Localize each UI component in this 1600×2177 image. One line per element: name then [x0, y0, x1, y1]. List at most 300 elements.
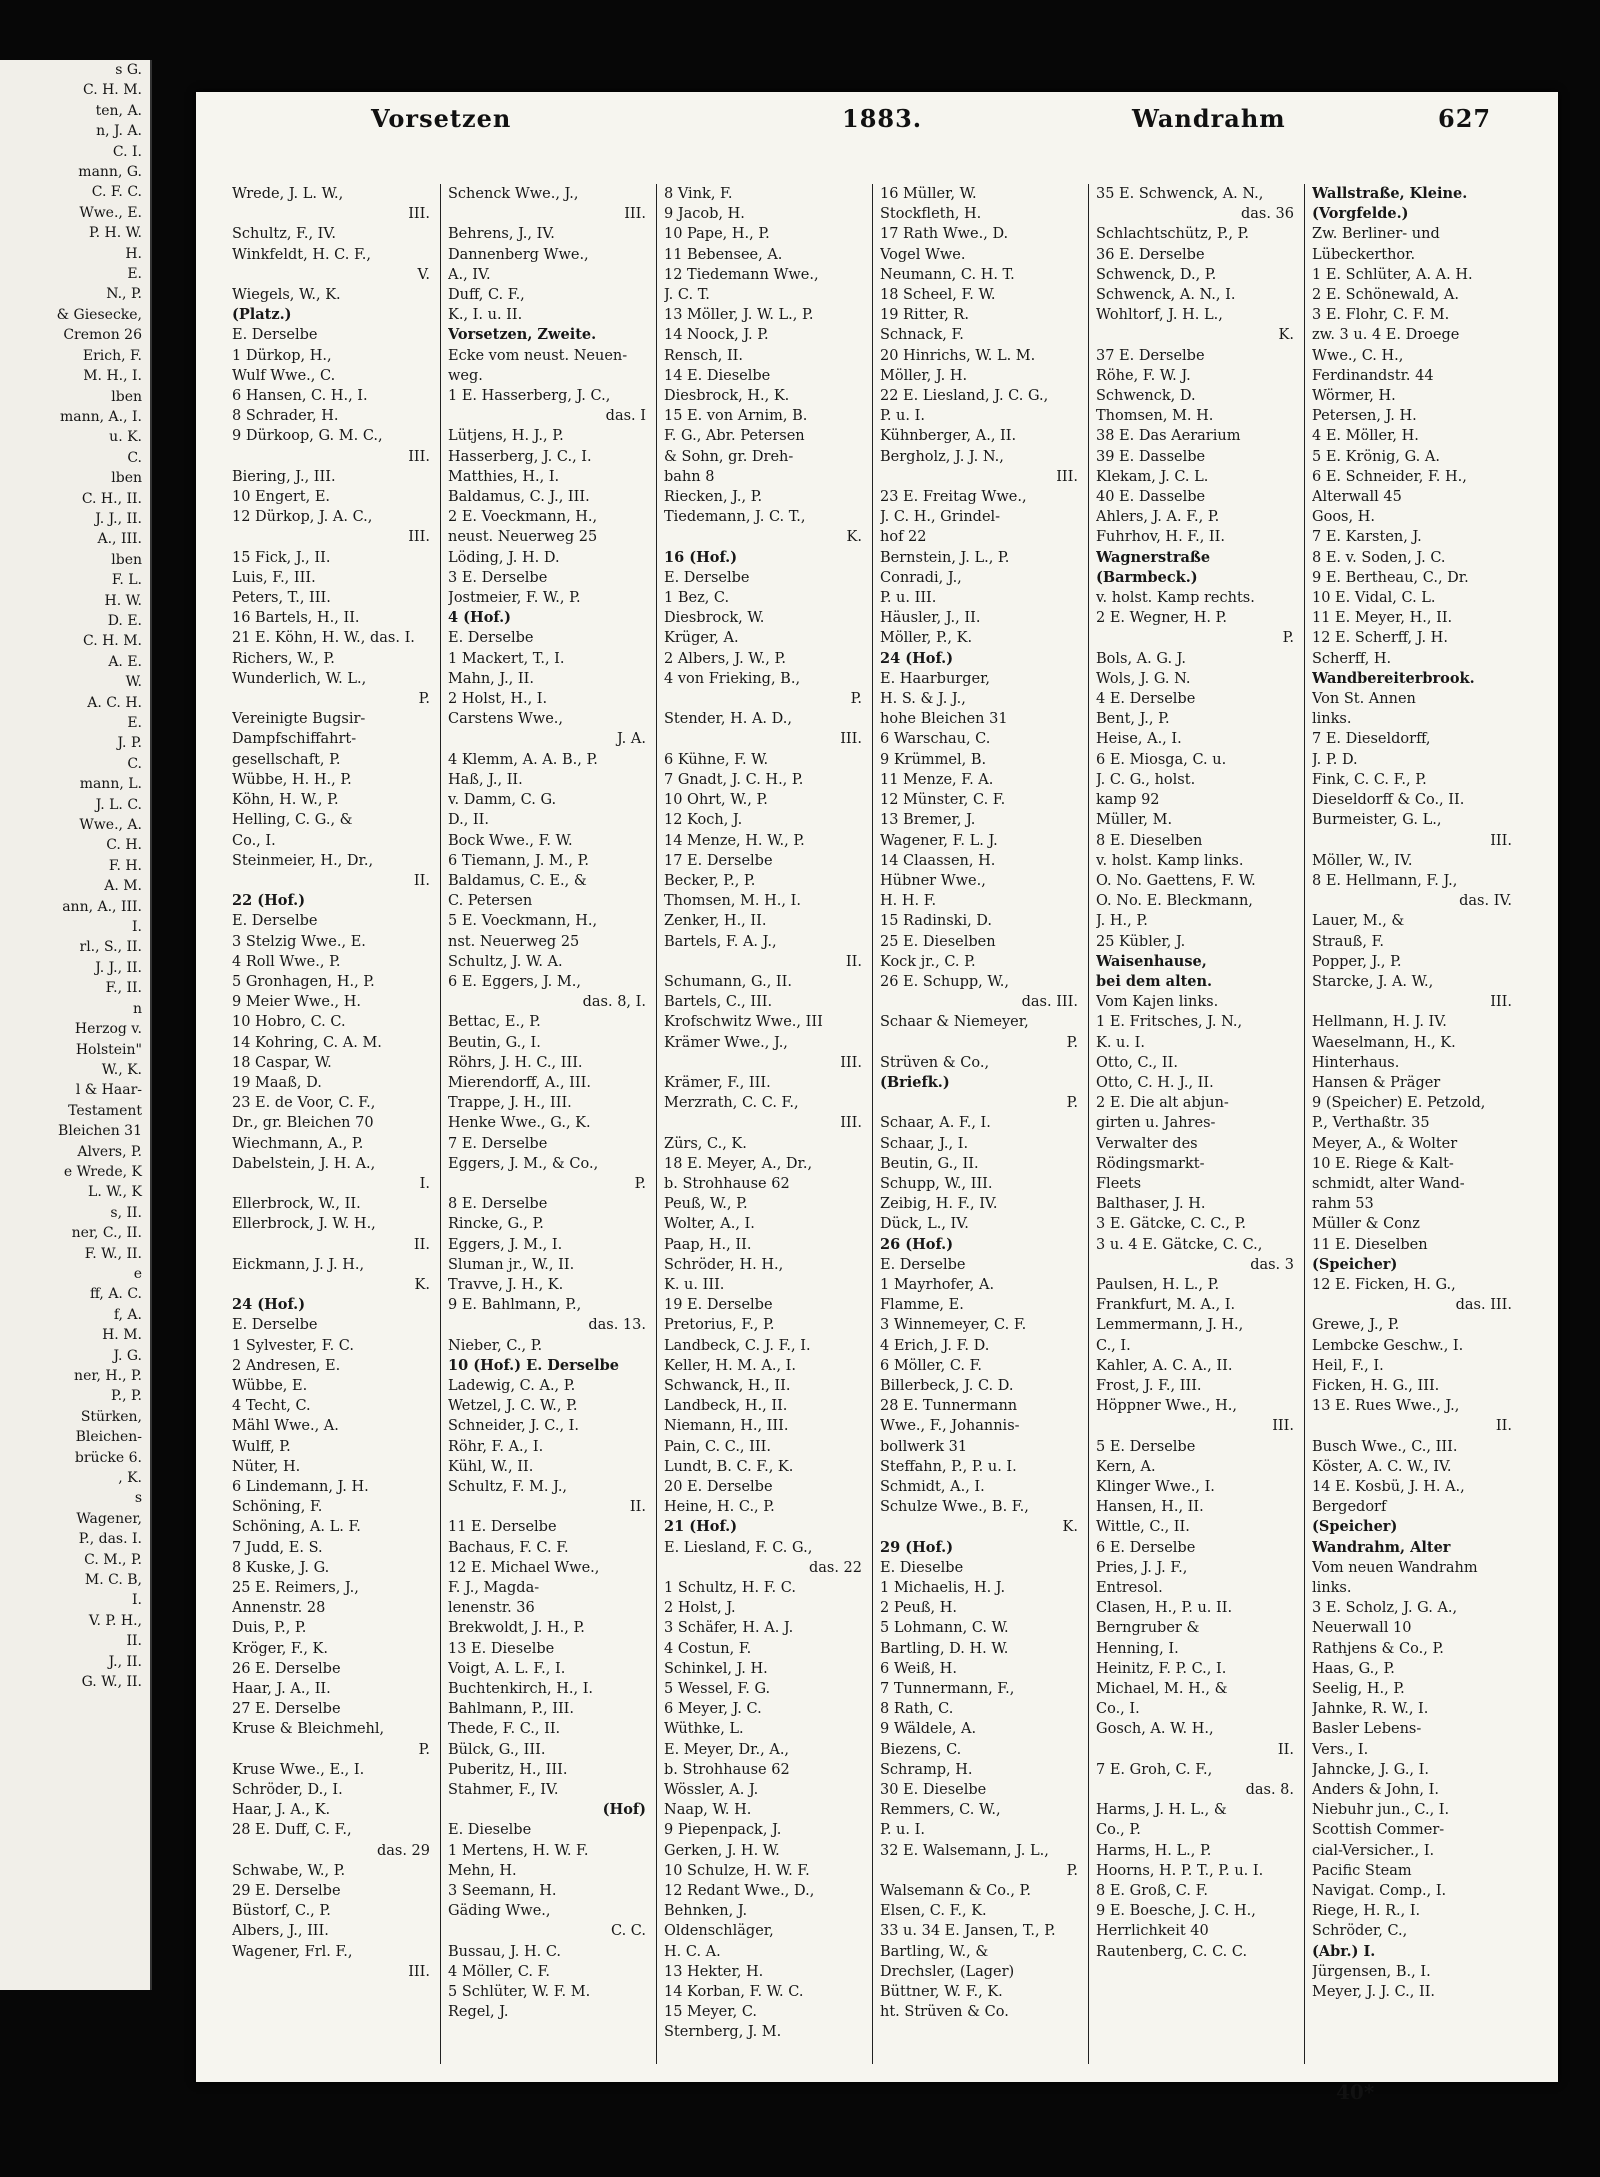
- previous-page-line: e: [133, 1265, 142, 1282]
- directory-entry-line: 27 E. Derselbe: [232, 1701, 341, 1718]
- directory-entry-line: 4 von Frieking, B.,: [664, 670, 801, 687]
- directory-entry-line: K.: [1278, 327, 1294, 344]
- directory-entry-line: Becker, P., P.: [664, 872, 756, 889]
- previous-page-line: I.: [132, 1592, 142, 1609]
- directory-entry-line: Verwalter des: [1096, 1135, 1198, 1152]
- directory-entry-line: 26 (Hof.): [880, 1235, 954, 1253]
- previous-page-line: ner, C., II.: [71, 1225, 142, 1242]
- directory-entry-line: Behnken, J.: [664, 1903, 748, 1920]
- directory-entry-line: Bussau, J. H. C.: [448, 1943, 562, 1960]
- directory-entry-line: Fuhrhov, H. F., II.: [1096, 529, 1225, 546]
- directory-entry-line: 37 E. Derselbe: [1096, 347, 1205, 364]
- previous-page-line: Stürken,: [80, 1408, 142, 1425]
- directory-entry-line: Krämer Wwe., J.,: [664, 1034, 788, 1051]
- directory-entry-line: (Speicher): [1312, 1518, 1398, 1536]
- previous-page-line: ten, A.: [95, 102, 142, 119]
- directory-entry-line: Entresol.: [1096, 1580, 1163, 1597]
- directory-entry-line: 1 Dürkop, H.,: [232, 347, 332, 364]
- directory-entry-line: b. Strohhause 62: [664, 1175, 790, 1192]
- directory-entry-line: 8 Kuske, J. G.: [232, 1559, 330, 1576]
- column-divider: [872, 184, 873, 2064]
- previous-page-line: G. W., II.: [81, 1674, 142, 1691]
- directory-entry-line: K.: [1062, 1519, 1078, 1536]
- directory-entry-line: D., II.: [448, 812, 490, 829]
- directory-entry-line: Kruse Wwe., E., I.: [232, 1761, 365, 1778]
- directory-entry-line: Michael, M. H., &: [1096, 1681, 1228, 1698]
- directory-entry-line: 18 Caspar, W.: [232, 1054, 332, 1071]
- directory-entry-line: V.: [417, 266, 430, 283]
- directory-entry-line: A., IV.: [448, 266, 491, 283]
- directory-entry-line: 9 E. Bertheau, C., Dr.: [1312, 569, 1469, 586]
- previous-page-line: u. K.: [109, 429, 142, 446]
- directory-entry-line: H. H. F.: [880, 893, 937, 910]
- directory-entry-line: II.: [1277, 1741, 1294, 1758]
- directory-entry-line: Strauß, F.: [1312, 933, 1384, 950]
- directory-entry-line: 9 Meier Wwe., H.: [232, 994, 361, 1011]
- directory-entry-line: Stockfleth, H.: [880, 206, 982, 223]
- directory-entry-line: Waisenhause,: [1096, 952, 1207, 970]
- directory-entry-line: Schenck Wwe., J.,: [448, 186, 579, 202]
- directory-entry-line: (Vorgfelde.): [1312, 205, 1409, 223]
- previous-page-line: J. G.: [113, 1347, 142, 1364]
- directory-entry-line: Brekwoldt, J. H., P.: [448, 1620, 585, 1637]
- directory-entry-line: Zeibig, H. F., IV.: [880, 1196, 998, 1213]
- directory-entry-line: Hellmann, H. J. IV.: [1312, 1014, 1447, 1031]
- directory-entry-line: Wittle, C., II.: [1096, 1519, 1190, 1536]
- directory-entry-line: Müller & Conz: [1312, 1216, 1420, 1233]
- previous-page-line: D. E.: [107, 612, 142, 629]
- directory-entry-line: H. S. & J. J.,: [880, 691, 966, 708]
- previous-page-line: F. H.: [108, 857, 142, 874]
- directory-entry-line: 2 E. Schönewald, A.: [1312, 287, 1459, 304]
- directory-entry-line: Ladewig, C. A., P.: [448, 1377, 576, 1394]
- directory-entry-line: Henning, I.: [1096, 1640, 1179, 1657]
- directory-entry-line: I.: [419, 1175, 430, 1192]
- directory-entry-line: Pain, C. C., III.: [664, 1438, 771, 1455]
- directory-entry-line: 3 u. 4 E. Gätcke, C. C.,: [1096, 1236, 1263, 1253]
- directory-entry-line: Merzrath, C. C. F.,: [664, 1095, 799, 1112]
- directory-entry-line: Buchtenkirch, H., I.: [448, 1681, 594, 1698]
- directory-entry-line: Wolter, A., I.: [664, 1216, 755, 1233]
- directory-entry-line: Möller, P., K.: [880, 630, 973, 647]
- directory-entry-line: Krüger, A.: [664, 630, 739, 647]
- column-4: [880, 184, 1078, 2064]
- directory-entry-line: Schulze Wwe., B. F.,: [880, 1499, 1029, 1516]
- directory-entry-line: 28 E. Duff, C. F.,: [232, 1822, 352, 1839]
- previous-page-line: f, A.: [113, 1306, 142, 1323]
- directory-entry-line: E. Liesland, F. C. G.,: [664, 1539, 813, 1556]
- directory-entry-line: C. Petersen: [448, 893, 533, 910]
- directory-entry-line: Grewe, J., P.: [1312, 1317, 1400, 1334]
- directory-entry-line: Hansen, H., II.: [1096, 1499, 1204, 1516]
- directory-entry-line: 38 E. Das Aerarium: [1096, 428, 1241, 445]
- previous-page-line: H.: [125, 245, 142, 262]
- column-5: [1096, 184, 1294, 2064]
- previous-page-line: N., P.: [106, 286, 142, 303]
- directory-entry-line: P., Verthaßtr. 35: [1312, 1115, 1430, 1132]
- directory-entry-line: F. G., Abr. Petersen: [664, 428, 805, 445]
- directory-entry-line: Büttner, W. F., K.: [880, 1984, 1003, 2001]
- directory-entry-line: Haas, G., P.: [1312, 1660, 1395, 1677]
- directory-entry-line: 1 Michaelis, H. J.: [880, 1580, 1006, 1597]
- directory-entry-line: Goos, H.: [1312, 509, 1375, 526]
- directory-entry-line: Büstorf, C., P.: [232, 1903, 331, 1920]
- directory-entry-line: Fink, C. C. F., P.: [1312, 771, 1427, 788]
- directory-entry-line: E. Dieselbe: [880, 1559, 964, 1576]
- directory-entry-line: hof 22: [880, 529, 927, 546]
- column-divider: [1304, 184, 1305, 2064]
- directory-entry-line: Schultz, J. W. A.: [448, 953, 563, 970]
- directory-entry-line: Walsemann & Co., P.: [880, 1883, 1031, 1900]
- directory-entry-line: Henke Wwe., G., K.: [448, 1115, 591, 1132]
- directory-entry-line: P.: [1066, 1034, 1078, 1051]
- directory-entry-line: J. H., P.: [1096, 913, 1148, 930]
- directory-entry-line: K. u. III.: [664, 1276, 725, 1293]
- previous-page-line: V. P. H.,: [88, 1612, 142, 1629]
- previous-page-line: A., III.: [97, 531, 142, 548]
- previous-page-line: M. C. B,: [84, 1572, 142, 1589]
- directory-entry-line: Schöning, A. L. F.: [232, 1519, 361, 1536]
- previous-page-line: Wwe., A.: [79, 817, 142, 834]
- directory-entry-line: P. u. I.: [880, 408, 925, 425]
- directory-entry-line: Schaar, J., I.: [880, 1135, 969, 1152]
- directory-entry-line: weg.: [448, 367, 483, 384]
- directory-entry-line: 20 Hinrichs, W. L. M.: [880, 347, 1036, 364]
- directory-entry-line: Vom neuen Wandrahm: [1312, 1559, 1478, 1576]
- directory-entry-line: III.: [408, 529, 430, 546]
- directory-entry-line: 30 E. Dieselbe: [880, 1782, 987, 1799]
- previous-page-line: mann, A., I.: [60, 408, 142, 425]
- directory-entry-line: 7 Gnadt, J. C. H., P.: [664, 771, 804, 788]
- directory-entry-line: Röhe, F. W. J.: [1096, 367, 1191, 384]
- directory-entry-line: 6 E. Eggers, J. M.,: [448, 973, 581, 990]
- directory-entry-line: Jahncke, J. G., I.: [1312, 1761, 1429, 1778]
- directory-entry-line: Luis, F., III.: [232, 569, 316, 586]
- directory-entry-line: 3 Stelzig Wwe., E.: [232, 933, 366, 950]
- directory-entry-line: Schultz, F. M. J.,: [448, 1479, 568, 1495]
- directory-entry-line: (Hof): [602, 1801, 646, 1819]
- directory-entry-line: Wols, J. G. N.: [1096, 670, 1191, 687]
- directory-entry-line: II.: [413, 872, 430, 889]
- previous-page-line: Bleichen 31: [58, 1123, 142, 1140]
- directory-entry-line: Schumann, G., II.: [664, 973, 792, 990]
- directory-entry-line: Bernstein, J. L., P.: [880, 549, 1010, 566]
- previous-page-line: s: [134, 1490, 142, 1507]
- directory-entry-line: Thomsen, M. H.: [1096, 408, 1214, 425]
- directory-entry-line: 13 E. Dieselbe: [448, 1640, 555, 1657]
- directory-entry-line: Carstens Wwe.,: [448, 711, 564, 728]
- directory-entry-line: 9 Wäldele, A.: [880, 1721, 977, 1738]
- directory-entry-line: Zürs, C., K.: [664, 1135, 747, 1152]
- directory-entry-line: 3 E. Flohr, C. F. M.: [1312, 307, 1450, 324]
- previous-page-line: & Giesecke,: [56, 306, 142, 323]
- directory-entry-line: Baldamus, C. E., &: [448, 872, 587, 889]
- directory-entry-line: Wandbereiterbrook.: [1312, 669, 1475, 687]
- directory-entry-line: 9 E. Boesche, J. C. H.,: [1096, 1903, 1256, 1920]
- directory-entry-line: Hinterhaus.: [1312, 1054, 1400, 1071]
- directory-entry-line: 28 E. Tunnermann: [880, 1398, 1018, 1415]
- directory-entry-line: Ahlers, J. A. F., P.: [1096, 509, 1220, 526]
- directory-entry-line: Navigat. Comp., I.: [1312, 1883, 1447, 1900]
- directory-entry-line: 11 Bebensee, A.: [664, 246, 783, 263]
- directory-entry-line: Wwe., F., Johannis-: [880, 1418, 1020, 1435]
- directory-entry-line: Regel, J.: [448, 2004, 509, 2021]
- directory-entry-line: 7 Judd, E. S.: [232, 1539, 323, 1556]
- directory-entry-line: Drechsler, (Lager): [880, 1963, 1015, 1980]
- directory-entry-line: links.: [1312, 711, 1352, 728]
- directory-entry-line: ht. Strüven & Co.: [880, 2004, 1009, 2021]
- directory-entry-line: Schnack, F.: [880, 327, 964, 344]
- directory-entry-line: III.: [408, 1963, 430, 1980]
- directory-entry-line: Diesbrock, H., K.: [664, 388, 790, 405]
- directory-entry-line: 13 Bremer, J.: [880, 812, 976, 829]
- directory-entry-line: Bartels, F. A. J.,: [664, 933, 777, 950]
- directory-entry-line: Schröder, D., I.: [232, 1782, 343, 1799]
- directory-entry-line: P. u. III.: [880, 590, 937, 607]
- column-divider: [656, 184, 657, 2064]
- directory-entry-line: Niemann, H., III.: [664, 1418, 789, 1435]
- directory-entry-line: Alterwall 45: [1312, 489, 1402, 506]
- directory-entry-line: 14 Korban, F. W. C.: [664, 1984, 804, 2001]
- directory-entry-line: Matthies, H., I.: [448, 468, 560, 485]
- previous-page-line: brücke 6.: [74, 1449, 142, 1466]
- directory-entry-line: Lembcke Geschw., I.: [1312, 1337, 1464, 1354]
- directory-entry-line: Wetzel, J. C. W., P.: [448, 1398, 578, 1415]
- directory-entry-line: (Briefk.): [880, 1073, 950, 1091]
- directory-entry-line: 12 Redant Wwe., D.,: [664, 1883, 815, 1900]
- directory-entry-line: 1 E. Schlüter, A. A. H.: [1312, 266, 1473, 283]
- directory-entry-line: Dr., gr. Bleichen 70: [232, 1115, 374, 1132]
- directory-entry-line: 6 Meyer, J. C.: [664, 1701, 762, 1718]
- directory-entry-line: cial-Versicher., I.: [1312, 1842, 1435, 1859]
- directory-entry-line: 21 E. Köhn, H. W., das. I.: [232, 630, 415, 647]
- directory-entry-line: 7 E. Dieseldorff,: [1312, 731, 1431, 748]
- directory-entry-line: das. 3: [1250, 1256, 1294, 1273]
- previous-page-line: C. F. C.: [91, 184, 142, 201]
- directory-entry-line: Dampfschiffahrt-: [232, 731, 357, 748]
- directory-entry-line: 6 Warschau, C.: [880, 731, 991, 748]
- directory-entry-line: Pretorius, F., P.: [664, 1317, 775, 1334]
- directory-entry-line: Höppner Wwe., H.,: [1096, 1398, 1237, 1415]
- directory-entry-line: 25 Kübler, J.: [1096, 933, 1186, 950]
- directory-entry-line: 22 (Hof.): [232, 892, 306, 910]
- directory-entry-line: 7 Tunnermann, F.,: [880, 1681, 1015, 1698]
- directory-entry-line: 16 Müller, W.: [880, 186, 977, 202]
- directory-entry-line: 3 Seemann, H.: [448, 1883, 557, 1900]
- directory-entry-line: III.: [840, 1115, 862, 1132]
- directory-entry-line: 9 Piepenpack, J.: [664, 1822, 782, 1839]
- directory-entry-line: Schwenck, D., P.: [1096, 266, 1217, 283]
- directory-entry-line: P.: [1066, 1095, 1078, 1112]
- directory-entry-line: Schinkel, J. H.: [664, 1660, 768, 1677]
- directory-entry-line: Anders & John, I.: [1312, 1782, 1439, 1799]
- directory-entry-line: 10 Hobro, C. C.: [232, 1014, 346, 1031]
- directory-entry-line: 13 E. Rues Wwe., J.,: [1312, 1398, 1460, 1415]
- directory-entry-line: 6 Weiß, H.: [880, 1660, 957, 1677]
- directory-entry-line: Jürgensen, B., I.: [1312, 1963, 1431, 1980]
- previous-page-line: W., K.: [101, 1061, 142, 1078]
- directory-entry-line: Schwenck, D.: [1096, 388, 1196, 405]
- directory-entry-line: III.: [840, 731, 862, 748]
- directory-entry-line: Herrlichkeit 40: [1096, 1923, 1209, 1940]
- previous-page-lines: [0, 60, 150, 1693]
- directory-entry-line: III.: [1056, 468, 1078, 485]
- previous-page-line: C. H. M.: [82, 633, 142, 650]
- previous-page-line: F., II.: [105, 980, 142, 997]
- directory-entry-line: P.: [418, 1741, 430, 1758]
- directory-entry-line: Petersen, J. H.: [1312, 408, 1417, 425]
- directory-entry-line: 5 Wessel, F. G.: [664, 1681, 771, 1698]
- directory-entry-line: Kern, A.: [1096, 1458, 1156, 1475]
- directory-entry-line: 14 E. Dieselbe: [664, 367, 771, 384]
- directory-entry-line: Vorsetzen, Zweite.: [448, 326, 597, 344]
- directory-entry-line: Bock Wwe., F. W.: [448, 832, 573, 849]
- directory-entry-line: das. 36: [1240, 206, 1294, 223]
- directory-entry-line: 1 Sylvester, F. C.: [232, 1337, 354, 1354]
- directory-entry-line: 12 Münster, C. F.: [880, 792, 1006, 809]
- directory-entry-line: P.: [850, 691, 862, 708]
- directory-entry-line: Schröder, H. H.,: [664, 1256, 784, 1273]
- previous-page-line: Herzog v.: [74, 1021, 142, 1038]
- previous-page-line: M. H., I.: [83, 368, 142, 385]
- previous-page-line: n, J. A.: [96, 123, 142, 140]
- previous-page-line: C. H., II.: [81, 490, 142, 507]
- directory-entry-line: E. Derselbe: [232, 913, 318, 930]
- directory-entry-line: 12 E. Ficken, H. G.,: [1312, 1276, 1456, 1293]
- directory-entry-line: (Abr.) I.: [1312, 1942, 1376, 1960]
- directory-entry-line: P.: [418, 691, 430, 708]
- directory-entry-line: Lübeckerthor.: [1312, 246, 1416, 263]
- directory-entry-line: 21 (Hof.): [664, 1518, 738, 1536]
- directory-columns: [232, 184, 1542, 2064]
- directory-entry-line: Köhn, H. W., P.: [232, 792, 339, 809]
- directory-entry-line: 9 (Speicher) E. Petzold,: [1312, 1095, 1486, 1112]
- directory-entry-line: 8 Schrader, H.: [232, 408, 339, 425]
- directory-entry-line: Stender, H. A. D.,: [664, 711, 792, 728]
- previous-page-line: Bleichen-: [75, 1429, 142, 1446]
- directory-entry-line: Gosch, A. W. H.,: [1096, 1721, 1214, 1738]
- directory-entry-line: lenenstr. 36: [448, 1600, 535, 1617]
- directory-entry-line: Schaar, A. F., I.: [880, 1115, 991, 1132]
- directory-entry-line: Lemmermann, J. H.,: [1096, 1317, 1244, 1334]
- directory-entry-line: 12 Dürkop, J. A. C.,: [232, 509, 373, 526]
- directory-entry-line: Tiedemann, J. C. T.,: [664, 509, 806, 526]
- previous-page-line: J. J., II.: [95, 959, 142, 976]
- directory-entry-line: Haar, J. A., K.: [232, 1802, 331, 1819]
- directory-entry-line: 26 E. Derselbe: [232, 1660, 341, 1677]
- directory-entry-line: Schultz, F., IV.: [232, 226, 336, 243]
- directory-entry-line: schmidt, alter Wand-: [1312, 1175, 1465, 1192]
- directory-entry-line: 32 E. Walsemann, J. L.,: [880, 1842, 1049, 1859]
- directory-entry-line: 6 E. Miosga, C. u.: [1096, 751, 1227, 768]
- column-2: [448, 184, 646, 2064]
- directory-entry-line: Dannenberg Wwe.,: [448, 246, 589, 263]
- directory-entry-line: 5 E. Voeckmann, H.,: [448, 913, 598, 930]
- directory-entry-line: Busch Wwe., C., III.: [1312, 1438, 1458, 1455]
- directory-entry-line: Schaar & Niemeyer,: [880, 1014, 1029, 1031]
- directory-entry-line: Wübbe, H. H., P.: [232, 771, 352, 788]
- directory-entry-line: Keller, H. M. A., I.: [664, 1357, 797, 1374]
- directory-entry-line: Paulsen, H. L., P.: [1096, 1276, 1220, 1293]
- directory-entry-line: gesellschaft, P.: [232, 751, 341, 768]
- directory-entry-line: Winkfeldt, H. C. F.,: [232, 246, 372, 263]
- previous-page-line: J., II.: [108, 1653, 142, 1670]
- directory-entry-line: Rensch, II.: [664, 347, 744, 364]
- directory-entry-line: Riege, H. R., I.: [1312, 1903, 1421, 1920]
- directory-entry-line: Steffahn, P., P. u. I.: [880, 1458, 1017, 1475]
- directory-entry-line: Wiechmann, A., P.: [232, 1135, 364, 1152]
- directory-entry-line: Jahnke, R. W., I.: [1312, 1701, 1429, 1718]
- directory-entry-line: 7 E. Derselbe: [448, 1135, 548, 1152]
- directory-entry-line: Dieseldorff & Co., II.: [1312, 792, 1465, 809]
- directory-entry-line: Heinitz, F. P. C., I.: [1096, 1660, 1227, 1677]
- directory-entry-line: Ficken, H. G., III.: [1312, 1377, 1440, 1394]
- directory-entry-line: Röhrs, J. H. C., III.: [448, 1054, 583, 1071]
- directory-entry-line: Strüven & Co.,: [880, 1054, 990, 1071]
- directory-entry-line: 3 E. Gätcke, C. C., P.: [1096, 1216, 1247, 1233]
- previous-page-line: J. P.: [117, 735, 142, 752]
- directory-entry-line: Annenstr. 28: [232, 1600, 326, 1617]
- directory-entry-line: Kühl, W., II.: [448, 1458, 534, 1475]
- directory-entry-line: H. C. A.: [664, 1943, 721, 1960]
- previous-page-line: E.: [127, 266, 142, 283]
- directory-entry-line: Pries, J. J. F.,: [1096, 1559, 1188, 1576]
- directory-entry-line: II.: [845, 953, 862, 970]
- previous-page-line: A. C. H.: [87, 694, 142, 711]
- directory-entry-line: Dabelstein, J. H. A.,: [232, 1155, 376, 1172]
- directory-entry-line: Löding, J. H. D.: [448, 549, 560, 566]
- previous-page-line: A. E.: [108, 653, 142, 670]
- directory-entry-line: K. u. I.: [1096, 1034, 1145, 1051]
- column-1: [232, 184, 430, 2064]
- directory-entry-line: Albers, J., III.: [232, 1923, 329, 1940]
- directory-entry-line: (Barmbeck.): [1096, 568, 1198, 586]
- directory-entry-line: E. Derselbe: [664, 569, 750, 586]
- directory-entry-line: Häusler, J., II.: [880, 610, 981, 627]
- directory-entry-line: Scottish Commer-: [1312, 1822, 1445, 1839]
- previous-page-line: Erich, F.: [82, 347, 142, 364]
- directory-entry-line: Otto, C. H. J., II.: [1096, 1074, 1214, 1091]
- directory-entry-line: 10 (Hof.) E. Derselbe: [448, 1356, 619, 1374]
- directory-entry-line: Frost, J. F., III.: [1096, 1377, 1202, 1394]
- directory-entry-line: Bent, J., P.: [1096, 711, 1170, 728]
- directory-entry-line: E. Derselbe: [232, 1317, 318, 1334]
- directory-entry-line: Seelig, H., P.: [1312, 1681, 1405, 1698]
- directory-entry-line: Bergedorf: [1312, 1499, 1387, 1516]
- directory-entry-line: 6 E. Derselbe: [1096, 1539, 1196, 1556]
- directory-entry-line: 3 Winnemeyer, C. F.: [880, 1317, 1027, 1334]
- directory-entry-line: Co., P.: [1096, 1822, 1141, 1839]
- directory-entry-line: Biering, J., III.: [232, 468, 336, 485]
- directory-entry-line: Thomsen, M. H., I.: [664, 893, 801, 910]
- directory-entry-line: Landbeck, C. J. F., I.: [664, 1337, 811, 1354]
- directory-entry-line: Mahn, J., II.: [448, 670, 534, 687]
- directory-entry-line: 10 E. Riege & Kalt-: [1312, 1155, 1454, 1172]
- directory-entry-line: 8 Rath, C.: [880, 1701, 954, 1718]
- directory-entry-line: 9 Jacob, H.: [664, 206, 745, 223]
- directory-entry-line: Wrede, J. L. W.,: [232, 186, 344, 202]
- directory-entry-line: 7 E. Groh, C. F.,: [1096, 1761, 1213, 1778]
- directory-entry-line: Meyer, A., & Wolter: [1312, 1135, 1458, 1152]
- directory-entry-line: 1 Mayrhofer, A.: [880, 1276, 995, 1293]
- directory-entry-line: Gerken, J. H. W.: [664, 1842, 780, 1859]
- directory-entry-line: Bartling, W., &: [880, 1943, 989, 1960]
- previous-page-line: E.: [127, 715, 142, 731]
- directory-entry-line: 4 E. Derselbe: [1096, 691, 1196, 708]
- previous-page-line: C.: [127, 755, 142, 772]
- directory-entry-line: Wagener, F. L. J.: [880, 832, 998, 849]
- previous-page-line: L. W., K: [88, 1184, 142, 1201]
